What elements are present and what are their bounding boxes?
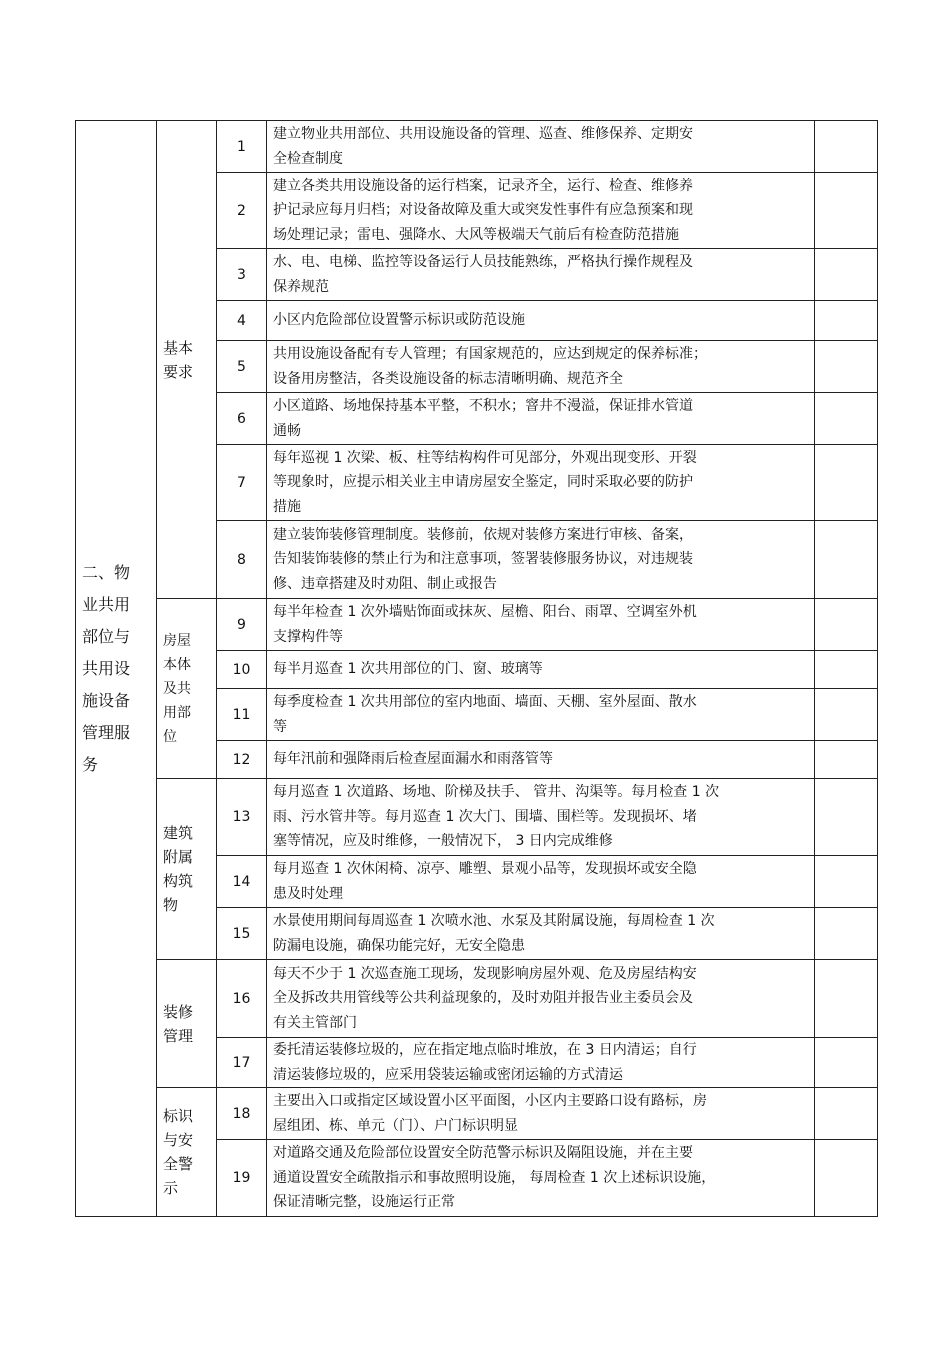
table-row xyxy=(76,779,878,856)
row-number: 15 xyxy=(217,908,267,960)
blank-cell xyxy=(815,521,878,599)
row-text: 每半月巡查 1 次共用部位的门、窗、玻璃等 xyxy=(267,651,815,689)
row-number: 5 xyxy=(217,341,267,393)
blank-cell xyxy=(815,121,878,173)
row-number: 6 xyxy=(217,393,267,445)
row-text: 小区道路、场地保持基本平整，不积水；窨井不漫溢，保证排水管道 通畅 xyxy=(267,393,815,445)
row-text: 建立各类共用设施设备的运行档案，记录齐全，运行、检查、维修养 护记录应每月归档；对设备故障及重大或突发性事件有应急预案和现 场处理记录；雷电、强降水、大风等极端天气前后有检查防范措施 xyxy=(267,173,815,249)
row-number: 16 xyxy=(217,960,267,1038)
blank-cell xyxy=(815,1088,878,1140)
row-text: 建立装饰装修管理制度。装修前，依规对装修方案进行审核、备案， 告知装饰装修的禁止行为和注意事项，签署装修服务协议，对违规装 修、违章搭建及时劝阻、制止或报告 xyxy=(267,521,815,599)
blank-cell xyxy=(815,856,878,908)
group-label-ancillary: 建筑 附属 构筑 物 xyxy=(157,779,217,960)
blank-cell xyxy=(815,341,878,393)
row-number: 13 xyxy=(217,779,267,856)
row-text: 每天不少于 1 次巡查施工现场，发现影响房屋外观、危及房屋结构安 全及拆改共用管线等公共利益现象的，及时劝阻并报告业主委员会及 有关主管部门 xyxy=(267,960,815,1038)
row-number: 17 xyxy=(217,1038,267,1088)
row-number: 10 xyxy=(217,651,267,689)
blank-cell xyxy=(815,173,878,249)
row-text: 每半年检查 1 次外墙贴饰面或抹灰、屋檐、阳台、雨罩、空调室外机 支撑构件等 xyxy=(267,599,815,651)
section-title: 二、物 业共用 部位与 共用设 施设备 管理服 务 xyxy=(76,121,157,1217)
row-number: 3 xyxy=(217,249,267,301)
blank-cell xyxy=(815,741,878,779)
table-row xyxy=(76,960,878,1038)
row-text: 共用设施设备配有专人管理；有国家规范的，应达到规定的保养标准； 设备用房整洁，各类设施设备的标志清晰明确、规范齐全 xyxy=(267,341,815,393)
row-text: 每季度检查 1 次共用部位的室内地面、墙面、天棚、室外屋面、散水 等 xyxy=(267,689,815,741)
row-text: 每年巡视 1 次梁、板、柱等结构构件可见部分，外观出现变形、开裂 等现象时，应提示相关业主申请房屋安全鉴定，同时采取必要的防护 措施 xyxy=(267,445,815,521)
row-number: 19 xyxy=(217,1140,267,1217)
row-number: 1 xyxy=(217,121,267,173)
row-text: 水景使用期间每周巡查 1 次喷水池、水泵及其附属设施，每周检查 1 次 防漏电设施，确保功能完好，无安全隐患 xyxy=(267,908,815,960)
blank-cell xyxy=(815,1038,878,1088)
table-row xyxy=(76,599,878,651)
standards-table xyxy=(75,120,878,1217)
row-text: 每月巡查 1 次休闲椅、凉亭、雕塑、景观小品等，发现损坏或安全隐 患及时处理 xyxy=(267,856,815,908)
row-text: 每月巡查 1 次道路、场地、阶梯及扶手、 管井、沟渠等。每月检查 1 次 雨、污水管井等。每月巡查 1 次大门、围墙、围栏等。发现损坏、堵 塞等情况，应及时维修，一般情况下， 3 日内完成维修 xyxy=(267,779,815,856)
group-label-basic: 基本 要求 xyxy=(157,121,217,599)
row-number: 9 xyxy=(217,599,267,651)
row-number: 4 xyxy=(217,301,267,341)
blank-cell xyxy=(815,1140,878,1217)
group-label-building: 房屋 本体 及共 用部 位 xyxy=(157,599,217,779)
row-number: 12 xyxy=(217,741,267,779)
row-text: 小区内危险部位设置警示标识或防范设施 xyxy=(267,301,815,341)
blank-cell xyxy=(815,249,878,301)
row-number: 14 xyxy=(217,856,267,908)
blank-cell xyxy=(815,445,878,521)
blank-cell xyxy=(815,599,878,651)
blank-cell xyxy=(815,908,878,960)
row-text: 每年汛前和强降雨后检查屋面漏水和雨落管等 xyxy=(267,741,815,779)
blank-cell xyxy=(815,393,878,445)
blank-cell xyxy=(815,960,878,1038)
blank-cell xyxy=(815,651,878,689)
table-row xyxy=(76,121,878,173)
row-text: 建立物业共用部位、共用设施设备的管理、巡查、维修保养、定期安 全检查制度 xyxy=(267,121,815,173)
row-text: 主要出入口或指定区域设置小区平面图，小区内主要路口设有路标，房 屋组团、栋、单元（门）、户门标识明显 xyxy=(267,1088,815,1140)
row-number: 2 xyxy=(217,173,267,249)
blank-cell xyxy=(815,779,878,856)
blank-cell xyxy=(815,689,878,741)
row-text: 对道路交通及危险部位设置安全防范警示标识及隔阻设施，并在主要 通道设置安全疏散指示和事故照明设施， 每周检查 1 次上述标识设施， 保证清晰完整，设施运行正常 xyxy=(267,1140,815,1217)
group-label-signage: 标识 与安 全警 示 xyxy=(157,1088,217,1217)
table-row xyxy=(76,1088,878,1140)
row-number: 18 xyxy=(217,1088,267,1140)
row-text: 水、电、电梯、监控等设备运行人员技能熟练，严格执行操作规程及 保养规范 xyxy=(267,249,815,301)
blank-cell xyxy=(815,301,878,341)
row-number: 8 xyxy=(217,521,267,599)
row-text: 委托清运装修垃圾的，应在指定地点临时堆放，在 3 日内清运；自行 清运装修垃圾的，应采用袋装运输或密闭运输的方式清运 xyxy=(267,1038,815,1088)
group-label-renovation: 装修 管理 xyxy=(157,960,217,1088)
row-number: 11 xyxy=(217,689,267,741)
row-number: 7 xyxy=(217,445,267,521)
